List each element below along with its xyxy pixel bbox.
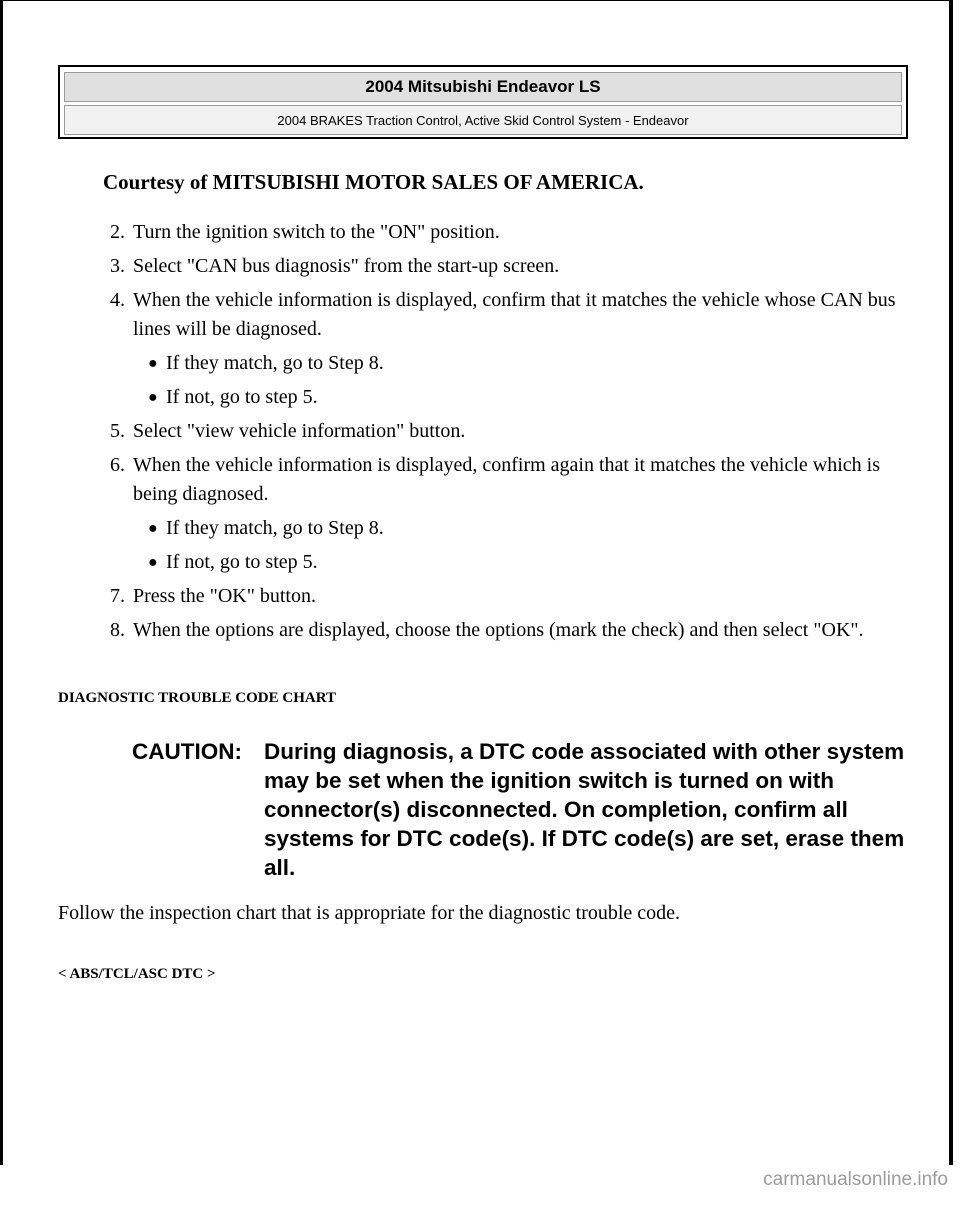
- step-number: 5.: [110, 420, 125, 442]
- bullet-item: [73, 548, 903, 577]
- document-header: [58, 65, 908, 139]
- step-text: Turn the ignition switch to the "ON" position.: [133, 221, 500, 243]
- step-item: [73, 286, 903, 344]
- watermark: carmanualsonline.info: [763, 1169, 948, 1190]
- step-text: Select "view vehicle information" button.: [133, 420, 466, 442]
- step-number: 4.: [110, 289, 125, 311]
- bullet-icon: ●: [148, 389, 158, 406]
- step-number: 2.: [110, 221, 125, 243]
- step-item: [73, 218, 903, 247]
- bullet-icon: ●: [148, 355, 158, 372]
- bullet-text: If not, go to step 5.: [166, 551, 318, 573]
- header-title: 2004 Mitsubishi Endeavor LS: [64, 72, 902, 102]
- instruction-paragraph: Follow the inspection chart that is appropriate for the diagnostic trouble code.: [58, 902, 681, 924]
- bullet-text: If they match, go to Step 8.: [166, 352, 384, 374]
- bullet-text: If they match, go to Step 8.: [166, 517, 384, 539]
- bullet-item: [73, 514, 903, 543]
- step-number: 8.: [110, 619, 125, 641]
- step-item: [73, 252, 903, 281]
- step-text: Select "CAN bus diagnosis" from the start-up screen.: [133, 255, 560, 277]
- step-number: 3.: [110, 255, 125, 277]
- caution-label: CAUTION:: [132, 739, 242, 764]
- subsection-heading: < ABS/TCL/ASC DTC >: [58, 966, 216, 982]
- bullet-icon: ●: [148, 520, 158, 537]
- step-item: [73, 616, 903, 645]
- step-number: 6.: [110, 454, 125, 476]
- procedure-steps: [73, 218, 903, 650]
- section-heading: DIAGNOSTIC TROUBLE CODE CHART: [58, 690, 336, 706]
- step-number: 7.: [110, 585, 125, 607]
- step-text: When the options are displayed, choose the options (mark the check) and then select "OK".: [133, 619, 864, 641]
- step-item: [73, 451, 903, 509]
- step-item: [73, 417, 903, 446]
- step-item: [73, 582, 903, 611]
- header-subtitle: 2004 BRAKES Traction Control, Active Skid Control System - Endeavor: [64, 105, 902, 135]
- step-text: When the vehicle information is displayed, confirm that it matches the vehicle whose CAN bus lines will be diagnosed.: [133, 289, 896, 340]
- bullet-item: [73, 349, 903, 378]
- step-text: When the vehicle information is displayed, confirm again that it matches the vehicle which is being diagnosed.: [133, 454, 880, 505]
- caution-text: During diagnosis, a DTC code associated with other system may be set when the ignition switch is turned on with connector(s) disconnected. On completion, confirm all systems for DTC code(s). If DTC code(s) are set, erase them all.: [264, 739, 905, 880]
- bullet-icon: ●: [148, 554, 158, 571]
- bullet-text: If not, go to step 5.: [166, 386, 318, 408]
- step-text: Press the "OK" button.: [133, 585, 316, 607]
- courtesy-caption: Courtesy of MITSUBISHI MOTOR SALES OF AMERICA.: [103, 170, 644, 194]
- bullet-item: [73, 383, 903, 412]
